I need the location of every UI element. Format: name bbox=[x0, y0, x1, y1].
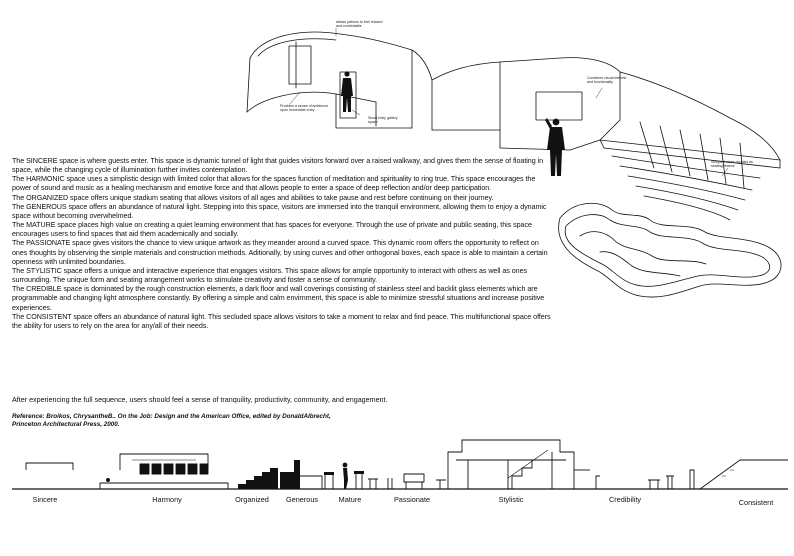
annotation-mid-center: Small entry gallery space bbox=[368, 116, 398, 125]
section-label-generous: Generous bbox=[285, 495, 319, 504]
credibility-furniture bbox=[596, 470, 694, 489]
reference-line-2: Princeton Architectural Press, 2000. bbox=[12, 421, 120, 429]
annotation-top-left: allows patrons to feel relaxed and comfortable bbox=[336, 20, 383, 29]
annotation-right: Sculpted stairs doubles as seating feature bbox=[711, 160, 753, 169]
description-credible: The CREDIBLE space is dominated by the rough construction elements, a dark floor and wall coverings consisting of stainless steel and backlit glass elements which are programmable and changing light atmosphere constantly. By offering a simple and calm envirnment, this space is able to minimize stressful situations and increase positive experiences. bbox=[12, 285, 545, 312]
section-label-mature: Mature bbox=[338, 495, 362, 504]
description-stylistic: The STYLISTIC space offers a unique and interactive experience that engages visitors. This space allows for ample opportunity to interact with others as well as ones surrounding. The unique form and seating arrangement works to stimulate creativity and foster a sense of community. bbox=[12, 266, 528, 285]
section-label-harmony: Harmony bbox=[152, 495, 182, 504]
section-label-passionate: Passionate bbox=[393, 495, 431, 504]
description-consistent: The CONSISTENT space offers an abundance of natural light. This secluded space allows visitors to take a moment to relax and find peace. This multifunctional space offers the ability for users to rely on the area for any/all of their needs. bbox=[12, 312, 551, 330]
annotation-mid-left: Provides a sense of ambience upon immediate entry bbox=[280, 104, 329, 113]
organized-stadium-steps bbox=[238, 468, 278, 489]
section-label-organized: Organized bbox=[235, 495, 269, 504]
section-label-stylistic: Stylistic bbox=[498, 495, 524, 504]
stylistic-building bbox=[448, 440, 590, 489]
sincere-canopy bbox=[26, 463, 73, 470]
reference-line-1: Reference: Broikos, ChrysantheB.. On the Job: Design and the American Office, edited by DonaldAlbrecht, bbox=[12, 413, 331, 420]
mature-furniture bbox=[324, 463, 378, 489]
annotation-top-right: Combines visual interest and functionality bbox=[587, 76, 627, 85]
generous-tower bbox=[280, 460, 322, 489]
consistent-ramp bbox=[700, 460, 788, 489]
description-organized: The ORGANIZED space offers unique stadium seating that allows visitors of all ages and abilities to take pause and rest before continuing on their journey. bbox=[12, 193, 494, 202]
description-mature: The MATURE space places high value on creating a quiet learning environment that has spaces for everyone. Through the use of private and public seating, this space encourages users to find spaces that aid them academically and socially. bbox=[12, 221, 532, 239]
description-sincere: The SINCERE space is where guests enter. This space is dynamic tunnel of light that guides visitors forward over a raised walkway, and gives them the sense of floating in space, while the changing cycle of illumination further invites contemplation. bbox=[12, 157, 544, 175]
passionate-furniture bbox=[388, 474, 446, 489]
section-label-credibility: Credibility bbox=[608, 495, 642, 504]
description-passionate: The PASSIONATE space gives visitors the chance to view unique artwork as they meander around a curved space. This dynamic room offers the opportunity to reflect on ones thoughts by observing the simple materials and construction methods. Aditionally, by using curves and other orthogonal boxes, each space is able to maintain a certain openness with unlimited boundaries. bbox=[12, 239, 548, 266]
harmony-structure bbox=[100, 454, 228, 489]
section-label-sincere: Sincere bbox=[32, 495, 58, 504]
conclusion-text: After experiencing the full sequence, users should feel a sense of tranquility, productivity, community, and engagement. bbox=[12, 396, 388, 404]
section-label-consistent: Consistent bbox=[738, 498, 774, 507]
description-generous: The GENEROUS space offers an abundance of natural light. Stepping into this space, visitors are immersed into the tranquil environment, allowing them to enjoy a dynamic space without becoming overwhelmed. bbox=[12, 202, 547, 220]
description-harmonic: The HARMONIC space uses a simplistic design with limited color that allows for the spaces function of meditation and spirituality to ring true. This space encourages the power of sound and music as a healing mechanism and emotive force and that allows people to enter a space of deep reflection and/or deep participation. bbox=[12, 175, 536, 193]
